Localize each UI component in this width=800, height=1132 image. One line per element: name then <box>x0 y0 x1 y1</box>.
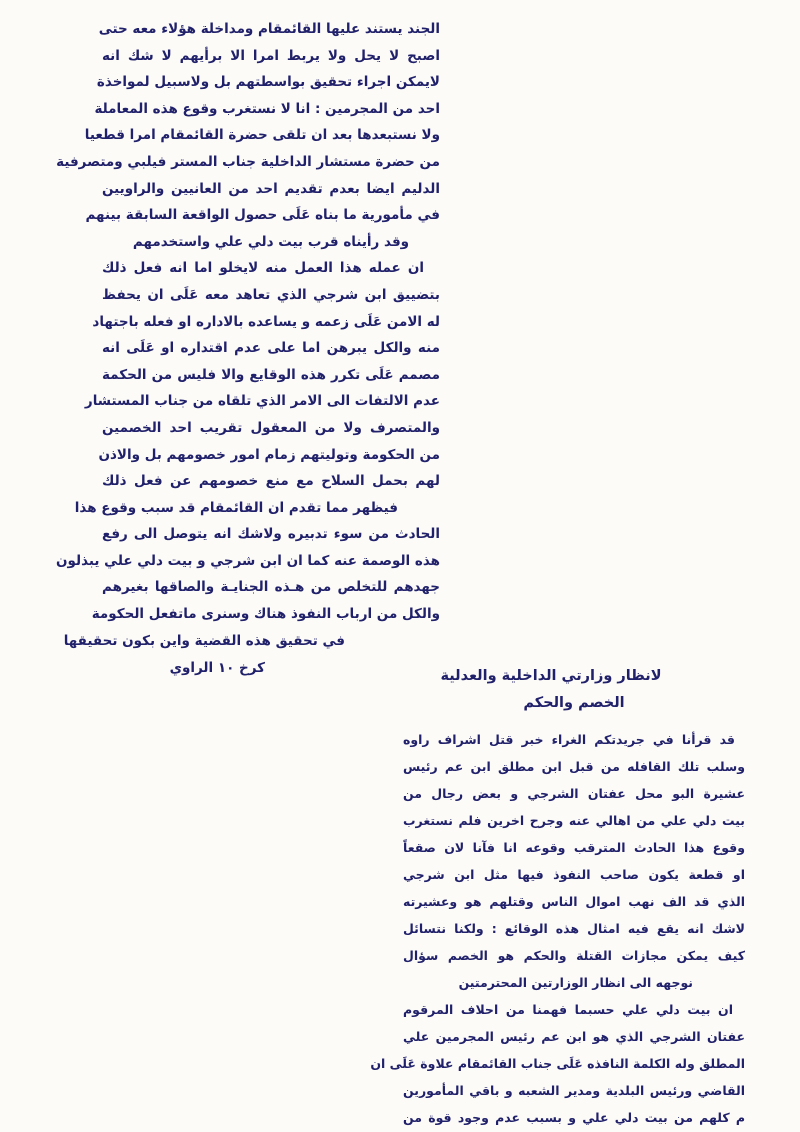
article-title: لانظار وزارتي الداخلية والعدلية <box>440 668 662 684</box>
text-line: وسلب تلك القافله من قبل ابن مطلق ابن عم رئيس <box>403 759 745 774</box>
text-line: المطلق وله الكلمة النافذه عَلَى جناب القائمقام علاوة عَلَى ان <box>370 1056 745 1071</box>
signature: كرخ ١٠ الراوي <box>169 660 265 677</box>
article-right-column <box>370 663 745 1131</box>
text-line: ولا نستبعدها بعد ان تلقى حضرة القائمقام امرا قطعيا <box>84 127 440 144</box>
article-left-column <box>56 16 440 682</box>
text-line: منه والكل يبرهن اما على عدم اقتداره او عَلَى انه <box>102 340 440 357</box>
text-line: م كلهم من بيت دلي علي و بسبب عدم وجود قوة من <box>403 1110 745 1125</box>
text-line: الدليم ايضا بعدم تقديم احد من العانيين والراويين <box>102 180 440 197</box>
text-line: الحادث من سوء تدبيره ولاشك انه يتوصل الى رفع <box>102 526 440 543</box>
text-line: فيظهر مما تقدم ان القائمقام قد سبب وقوع هذا <box>74 499 398 516</box>
text-line: هذه الوصمة عنه كما ان ابن شرجي و بيت دلي علي يبذلون <box>56 552 440 569</box>
text-line: او قطعة يكون صاحب النفوذ فيها مثل ابن شرجي <box>403 867 745 882</box>
text-line: وقوع هذا الحادث المترقب وقوعه انا فآنا لان صقعاً <box>403 840 745 855</box>
text-line: الذي قد الف نهب اموال الناس وقتلهم هو وعشيرته <box>403 894 745 909</box>
text-line: ان عمله هذا العمل منه لايخلو اما انه فعل ذلك <box>102 260 424 277</box>
text-line: احد من المجرمين : انا لا نستغرب وقوع هذه المعاملة <box>94 100 440 117</box>
article-subtitle: الخصم والحكم <box>523 695 625 711</box>
text-line: ان بيت دلي علي حسبما فهمنا من احلاف المرقوم <box>403 1002 733 1017</box>
text-line: وقد رأيناه قرب بيت دلي علي واستخدمهم <box>132 233 410 250</box>
text-line: مصمم عَلَى تكرر هذه الوقايع والا فليس من الحكمة <box>102 366 440 383</box>
text-line: له الامن عَلَى زعمه و يساعده بالاداره او فعله باجتهاد <box>92 313 440 330</box>
text-line: لاشك انه يقع فيه امثال هذه الوقائع : ولكنا نتسائل <box>403 921 745 936</box>
text-line: من الحكومة وتوليتهم زمام امور خصومهم بل والاذن <box>98 446 440 463</box>
text-line: في مأمورية ما بناه عَلَى حصول الواقعة السابقة بينهم <box>85 207 440 224</box>
text-line: لايمكن اجراء تحقيق بواسطتهم بل ولاسبيل لمواخذة <box>96 74 440 91</box>
text-line: بيت دلي علي من اهالي عنه وجرح اخرين فلم نستغرب <box>403 813 745 828</box>
text-line: نوجهه الى انظار الوزارتين المحترمتين <box>458 975 693 990</box>
text-line: والمتصرف ولا من المعقول تقريب احد الخصمين <box>102 419 440 436</box>
text-line: جهدهم للتخلص من هـذه الجنايـة والصاقها بغيرهم <box>102 579 440 596</box>
text-line: كيف يمكن مجازات القتلة والحكم هو الخصم سؤال <box>403 948 745 963</box>
text-line: في تحقيق هذه القضية واين بكون تحقيقها <box>63 632 345 649</box>
text-line: بتضييق ابن شرجي الذي تعاهد معه عَلَى ان يحفظ <box>102 286 440 303</box>
text-line: الجند يستند عليها القائمقام ومداخلة هؤلاء معه حتى <box>98 21 440 37</box>
text-line: عدم الالتفات الى الامر الذي تلقاه من جناب المستشار <box>84 393 440 410</box>
text-line: والكل من ارباب النفوذ هناك وسنرى ماتفعل الحكومة <box>91 606 440 623</box>
text-line: من حضرة مستشار الداخلية جناب المستر فيلبي ومتصرفية <box>56 153 440 170</box>
text-line: لهم بحمل السلاح مع منع خصومهم عن فعل ذلك <box>102 473 440 490</box>
text-line: اصبح لا يحل ولا يربط امرا الا برأيهم لا شك انه <box>102 47 440 64</box>
text-line: عشيرة البو محل عفتان الشرجي و بعض رجال من <box>403 786 745 801</box>
text-line: القاضي ورئيس البلدية ومدير الشعبه و باقي المأمورين <box>403 1083 745 1098</box>
text-line: عفتان الشرجي الذي هو ابن عم رئيس المجرمين علي <box>403 1029 745 1044</box>
text-line: قد قرأنا في جريدتكم الغراء خبر قتل اشراف راوه <box>403 732 735 747</box>
